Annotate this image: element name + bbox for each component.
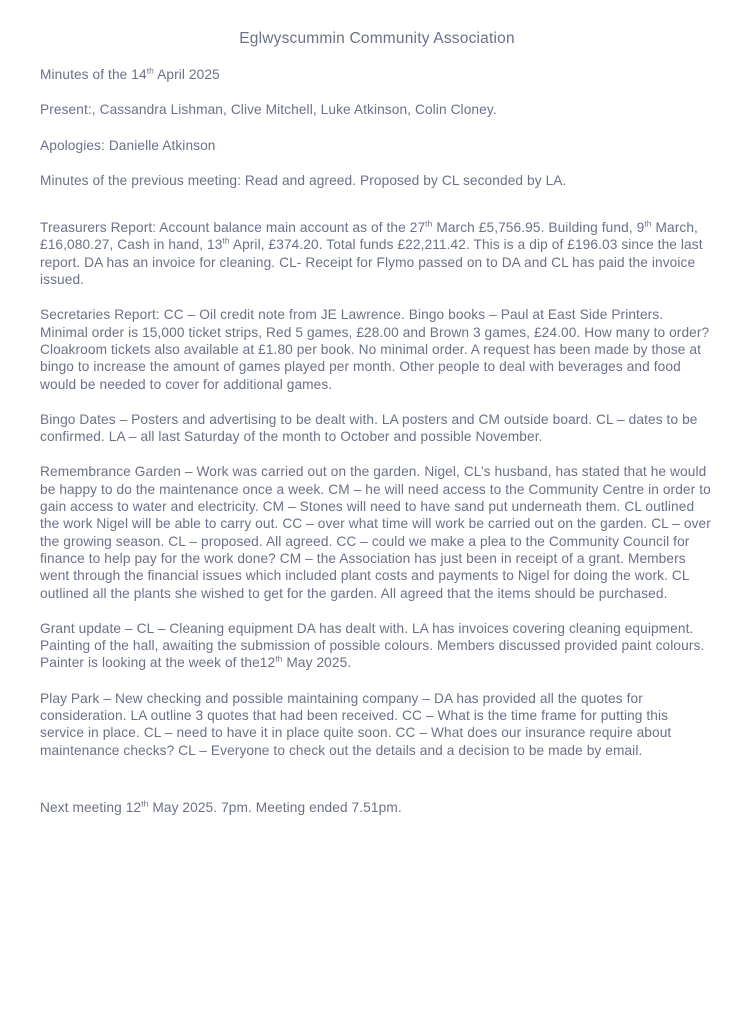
present-line [40, 101, 714, 118]
ordinal-superscript: th [146, 65, 154, 76]
next-meeting-line [40, 799, 714, 816]
text-run: Bingo Dates – Posters and advertising to be dealt with. LA posters and CM outside board. CL – dates to be confirmed. LA – all last Saturday of the month to October and possible November. [40, 411, 698, 445]
minutes-date-line [40, 66, 714, 83]
ordinal-superscript: th [425, 218, 433, 229]
ordinal-superscript: th [644, 218, 652, 229]
text-run: Treasurers Report: Account balance main account as of the 27 [40, 220, 426, 236]
ordinal-superscript: th [275, 653, 283, 664]
text-run: May 2025. 7pm. Meeting ended 7.51pm. [148, 799, 402, 815]
document-body [40, 66, 714, 816]
treasurers-report-paragraph [40, 219, 714, 288]
text-run: April, £374.20. Total funds £22,211.42. This is a dip of £196.03 since the last report. DA has an invoice for cleaning. CL- Receipt for Flymo passed on to DA and CL has paid the invoice issued. [40, 237, 703, 288]
text-run: Apologies: Danielle Atkinson [40, 137, 216, 153]
secretaries-report-paragraph [40, 306, 714, 392]
text-run: Play Park – New checking and possible maintaining company – DA has provided all the quotes for consideration. LA outline 3 quotes that had been received. CC – What is the time frame for putting this service in place. CL – need to have it in place quite soon. CC – What does our insurance require about maintenance checks? CL – Everyone to check out the details and a decision to be made by email. [40, 690, 672, 758]
text-run: Grant update – CL – Cleaning equipment DA has dealt with. LA has invoices covering cleaning equipment. Painting of the hall, awaiting the submission of possible colours. Members discussed provided paint colours. Painter is looking at the week of the12 [40, 620, 705, 671]
text-run: May 2025. [282, 655, 352, 671]
document-title: Eglwyscummin Community Association [239, 30, 515, 47]
text-run: Remembrance Garden – Work was carried out on the garden. Nigel, CL’s husband, has stated that he would be happy to do the maintenance once a week. CM – he will need access to the Community Centre in order to gain access to water and electricity. CM – Stones will need to have sand put underneath them. CL outlined the work Nigel will be able to carry out. CC – over what time will work be carried out on the garden. CL – over the growing season. CL – proposed. All agreed. CC – could we make a plea to the Community Council for finance to help pay for the work done? CM – the Association has just been in receipt of a grant. Members went through the financial issues which included plant costs and payments to Nigel for doing the work. CL outlined all the plants she wished to get for the garden. All agreed that the items should be purchased. [40, 464, 711, 601]
text-run: Minutes of the previous meeting: Read and agreed. Proposed by CL seconded by LA. [40, 172, 567, 188]
text-run: April 2025 [153, 67, 220, 82]
text-run: Next meeting 12 [40, 799, 142, 815]
remembrance-garden-paragraph [40, 463, 714, 601]
previous-minutes-line [40, 172, 714, 189]
play-park-paragraph [40, 690, 714, 759]
apologies-line [40, 137, 714, 154]
bingo-dates-paragraph [40, 411, 714, 446]
text-run: Secretaries Report: CC – Oil credit note from JE Lawrence. Bingo books – Paul at East Side Printers. Minimal order is 15,000 ticket strips, Red 5 games, £28.00 and Brown 3 games, £24.00. How many to order? Cloakroom tickets also available at £1.80 per book. No minimal order. A request has been made by those at bingo to increase the amount of games played per month. Other people to deal with beverages and food would be needed to cover for additional games. [40, 307, 710, 392]
text-run: March £5,756.95. Building fund, 9 [432, 220, 645, 236]
text-run: Present:, Cassandra Lishman, Clive Mitchell, Luke Atkinson, Colin Cloney. [40, 102, 497, 118]
grant-update-paragraph [40, 620, 714, 672]
ordinal-superscript: th [222, 235, 230, 246]
text-run: March, £16,080.27, Cash in hand, 13 [40, 220, 698, 253]
text-run: Minutes of the 14 [40, 67, 147, 82]
ordinal-superscript: th [141, 798, 149, 809]
